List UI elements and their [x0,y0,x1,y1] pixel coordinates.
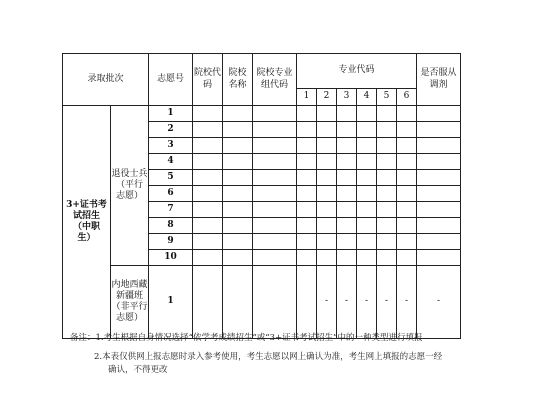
entry-cell[interactable] [337,138,357,154]
entry-cell[interactable] [297,106,317,122]
entry-cell[interactable] [297,218,317,234]
school-code-header: 院校代 码 [193,54,223,106]
entry-cell[interactable] [253,266,297,339]
entry-cell[interactable] [317,138,337,154]
batch-label: 3+证书考 试招生 （中职 生） [63,106,111,339]
major-code-dash: - [357,266,377,339]
entry-cell[interactable] [223,266,253,339]
major-col-1: 1 [297,89,317,106]
entry-cell[interactable] [297,186,317,202]
volunteer-number: 4 [149,154,193,170]
entry-cell[interactable] [397,218,417,234]
entry-cell[interactable] [253,202,297,218]
entry-cell[interactable] [337,106,357,122]
entry-cell[interactable] [317,234,337,250]
entry-cell[interactable] [417,154,461,170]
major-code-dash: - [377,266,397,339]
entry-cell[interactable] [397,186,417,202]
major-col-4: 4 [357,89,377,106]
entry-cell[interactable] [357,138,377,154]
entry-cell[interactable] [253,218,297,234]
entry-cell[interactable] [223,234,253,250]
entry-cell[interactable] [397,250,417,266]
volunteer-number: 8 [149,218,193,234]
entry-cell[interactable] [223,106,253,122]
entry-cell[interactable] [223,138,253,154]
school-name-header: 院校 名称 [223,54,253,106]
entry-cell[interactable] [417,234,461,250]
volunteer-number: 5 [149,170,193,186]
entry-cell[interactable] [337,122,357,138]
entry-cell[interactable] [377,250,397,266]
entry-cell[interactable] [397,234,417,250]
entry-cell[interactable] [357,250,377,266]
entry-cell[interactable] [377,122,397,138]
entry-cell[interactable] [317,218,337,234]
entry-cell[interactable] [357,234,377,250]
volunteer-table [62,53,461,339]
major-col-3: 3 [337,89,357,106]
group-code-header: 院校专业 组代码 [253,54,297,106]
major-col-5: 5 [377,89,397,106]
major-code-dash: - [317,266,337,339]
entry-cell[interactable] [397,170,417,186]
entry-cell[interactable] [377,186,397,202]
entry-cell[interactable] [317,122,337,138]
entry-cell[interactable] [377,106,397,122]
major-code-dash: - [397,266,417,339]
entry-cell[interactable] [337,186,357,202]
entry-cell[interactable] [297,250,317,266]
volunteer-number: 6 [149,186,193,202]
adjust-dash: - [417,266,461,339]
entry-cell[interactable] [357,154,377,170]
entry-cell[interactable] [253,170,297,186]
entry-cell[interactable] [193,266,223,339]
table-row [63,106,461,122]
volunteer-number: 3 [149,138,193,154]
entry-cell[interactable] [253,186,297,202]
entry-cell[interactable] [377,138,397,154]
entry-cell[interactable] [337,154,357,170]
volunteer-number: 9 [149,234,193,250]
entry-cell[interactable] [417,186,461,202]
entry-cell[interactable] [297,122,317,138]
entry-cell[interactable] [253,234,297,250]
entry-cell[interactable] [357,122,377,138]
volunteer-number: 2 [149,122,193,138]
entry-cell[interactable] [337,170,357,186]
entry-cell[interactable] [417,170,461,186]
xinjiang-label: 内地西藏 新疆班 （非平行 志愿） [111,266,149,339]
entry-cell[interactable] [397,202,417,218]
entry-cell[interactable] [337,250,357,266]
entry-cell[interactable] [193,170,223,186]
entry-cell[interactable] [193,138,223,154]
entry-cell[interactable] [297,202,317,218]
entry-cell[interactable] [417,138,461,154]
notes [70,332,500,377]
entry-cell[interactable] [397,154,417,170]
volunteer-number: 7 [149,202,193,218]
entry-cell[interactable] [223,250,253,266]
volunteer-number: 10 [149,250,193,266]
entry-cell[interactable] [253,122,297,138]
header-row [63,54,461,89]
adjust-header: 是否服从 调剂 [417,54,461,106]
volunteer-number: 1 [149,106,193,122]
entry-cell[interactable] [297,154,317,170]
volunteer-number: 1 [149,266,193,339]
entry-cell[interactable] [397,138,417,154]
volunteer-no-header: 志愿号 [149,54,193,106]
entry-cell[interactable] [317,186,337,202]
major-col-2: 2 [317,89,337,106]
entry-cell[interactable] [223,202,253,218]
entry-cell[interactable] [253,106,297,122]
entry-cell[interactable] [297,138,317,154]
entry-cell[interactable] [193,154,223,170]
entry-cell[interactable] [317,154,337,170]
entry-cell[interactable] [223,170,253,186]
entry-cell[interactable] [357,170,377,186]
entry-cell[interactable] [317,170,337,186]
entry-cell[interactable] [337,218,357,234]
entry-cell[interactable] [377,170,397,186]
entry-cell[interactable] [317,202,337,218]
veteran-label: 退役士兵 （平行 志愿） [111,106,149,266]
entry-cell[interactable] [377,218,397,234]
note-2-continued: 确认，不得更改 [108,365,168,375]
entry-cell[interactable] [337,202,357,218]
entry-cell[interactable] [417,106,461,122]
entry-cell[interactable] [253,138,297,154]
entry-cell[interactable] [297,234,317,250]
entry-cell[interactable] [223,154,253,170]
entry-cell[interactable] [193,218,223,234]
entry-cell[interactable] [223,122,253,138]
entry-cell[interactable] [193,122,223,138]
major-code-header: 专业代码 [297,54,417,89]
entry-cell[interactable] [223,186,253,202]
major-code-dash: - [337,266,357,339]
entry-cell[interactable] [357,186,377,202]
entry-cell[interactable] [297,170,317,186]
entry-cell[interactable] [193,234,223,250]
entry-cell[interactable] [377,202,397,218]
entry-cell[interactable] [397,122,417,138]
major-col-6: 6 [397,89,417,106]
entry-cell[interactable] [223,218,253,234]
entry-cell[interactable] [377,154,397,170]
entry-cell[interactable] [297,266,317,339]
entry-cell[interactable] [357,218,377,234]
entry-cell[interactable] [357,106,377,122]
entry-cell[interactable] [417,202,461,218]
entry-cell[interactable] [253,250,297,266]
entry-cell[interactable] [417,218,461,234]
entry-cell[interactable] [397,106,417,122]
entry-cell[interactable] [377,234,397,250]
entry-cell[interactable] [193,186,223,202]
entry-cell[interactable] [357,202,377,218]
entry-cell[interactable] [417,250,461,266]
note-2: 2.本表仅供网上报志愿时录入参考使用，考生志愿以网上确认为准，考生网上填报的志愿一经 [94,352,443,362]
entry-cell[interactable] [253,154,297,170]
entry-cell[interactable] [193,106,223,122]
entry-cell[interactable] [317,250,337,266]
entry-cell[interactable] [417,122,461,138]
note-1: 备注：1.考生根据自身情况选择“依学考成绩招生”或“3+证书考试招生”中的一种类型进行填报 [70,333,423,343]
entry-cell[interactable] [193,202,223,218]
entry-cell[interactable] [193,250,223,266]
xinjiang-row [63,266,461,339]
batch-header: 录取批次 [63,54,149,106]
entry-cell[interactable] [337,234,357,250]
entry-cell[interactable] [317,106,337,122]
